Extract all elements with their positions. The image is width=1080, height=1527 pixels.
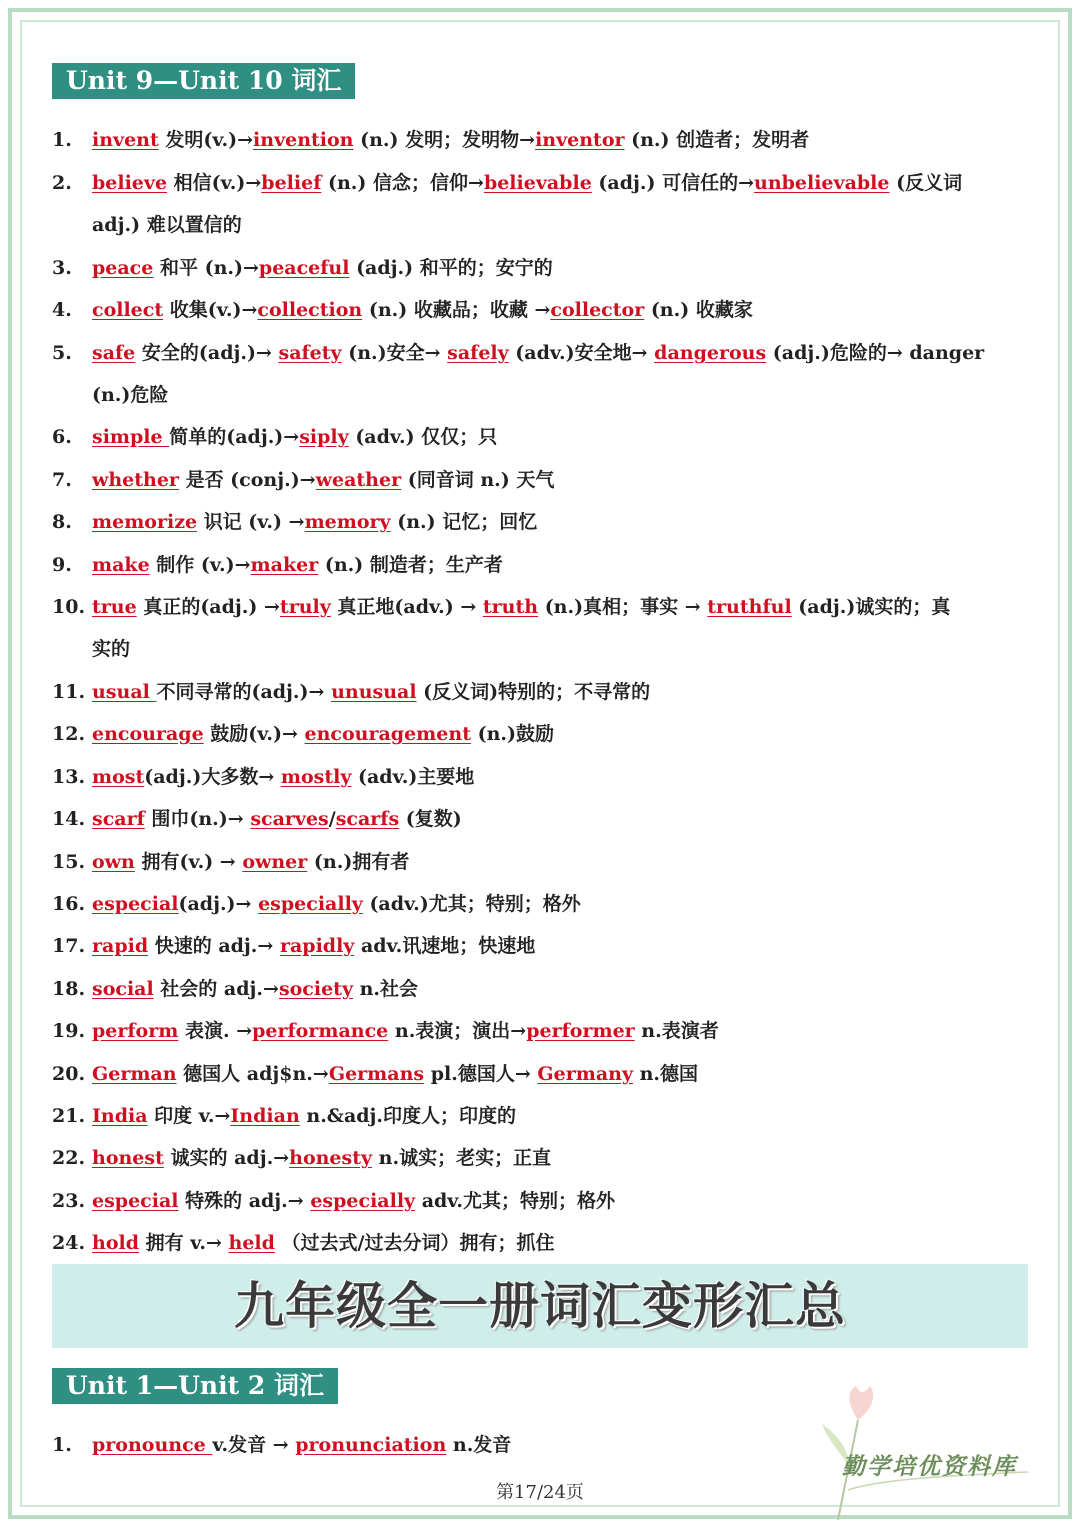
vocab-word: truly: [279, 596, 331, 618]
item-continuation: [92, 211, 242, 239]
item-body: [92, 596, 950, 618]
vocab-item: [52, 890, 1034, 918]
item-body: [92, 1105, 516, 1127]
vocab-gloss: n.社会: [353, 978, 419, 1000]
item-body: [92, 851, 409, 873]
vocab-word: honesty: [289, 1147, 373, 1169]
vocab-gloss: 社会的 adj.→: [153, 978, 279, 1000]
vocab-word: peaceful: [258, 257, 350, 279]
vocab-item: [52, 848, 1034, 876]
item-continuation: [92, 635, 130, 663]
vocab-gloss: (adj.)危险的→ danger: [766, 342, 985, 364]
item-number: 22.: [52, 1147, 86, 1169]
vocab-gloss: (n.)危险: [92, 384, 169, 406]
vocab-gloss: 德国人 adj$n.→: [176, 1063, 329, 1085]
item-body: [92, 172, 962, 194]
item-number: 10.: [52, 596, 86, 618]
vocab-word: unbelievable: [754, 172, 890, 194]
vocab-gloss: (n.) 收藏家: [644, 299, 753, 321]
vocab-gloss: (adv.)安全地→: [508, 342, 655, 364]
item-body: [92, 299, 753, 321]
vocab-gloss: (n.) 记忆；回忆: [390, 511, 538, 533]
vocab-gloss: 拥有 v.→: [139, 1232, 229, 1254]
vocab-word: collect: [92, 299, 164, 321]
vocab-word: scarf: [92, 808, 145, 830]
vocab-item: [52, 1187, 1034, 1215]
item-number: 17.: [52, 935, 86, 957]
vocab-gloss: n.德国: [632, 1063, 699, 1085]
item-number: 1.: [52, 129, 72, 151]
vocab-gloss: /: [328, 808, 336, 830]
vocab-item: [52, 593, 1034, 621]
vocab-gloss: (n.)鼓励: [470, 723, 554, 745]
vocab-word: siply: [299, 426, 349, 448]
section-header-unit9-10: Unit 9—Unit 10 词汇: [52, 63, 355, 99]
vocab-item: [52, 805, 1034, 833]
vocab-word: believe: [92, 172, 168, 194]
title-banner: [52, 1264, 1028, 1348]
vocab-gloss: n.发音: [446, 1434, 512, 1456]
vocab-item: [52, 551, 1034, 579]
vocab-gloss: 是否 (conj.)→: [178, 469, 316, 491]
vocab-gloss: n.&adj.印度人；印度的: [299, 1105, 517, 1127]
vocab-gloss: n.诚实；老实；正直: [372, 1147, 552, 1169]
item-number: 4.: [52, 299, 72, 321]
vocab-word: true: [92, 596, 137, 618]
vocab-item: [52, 678, 1034, 706]
section-header-unit1-2: Unit 1—Unit 2 词汇: [52, 1368, 338, 1404]
item-body: [92, 1020, 719, 1042]
vocab-gloss: n.表演；演出→: [388, 1020, 527, 1042]
vocab-word: especially: [258, 893, 363, 915]
vocab-gloss: (adj.)诚实的；真: [791, 596, 951, 618]
vocab-word: make: [92, 554, 150, 576]
vocab-item: [52, 720, 1034, 748]
vocab-word: rapidly: [279, 935, 355, 957]
vocab-gloss: 识记 (v.) →: [197, 511, 305, 533]
item-number: 5.: [52, 342, 72, 364]
vocab-word: peace: [92, 257, 154, 279]
vocab-word: dangerous: [654, 342, 767, 364]
vocab-item: [52, 126, 1034, 154]
vocab-word: maker: [250, 554, 319, 576]
vocab-word: India: [92, 1105, 148, 1127]
vocab-word: performance: [252, 1020, 389, 1042]
item-body: [92, 681, 650, 703]
vocab-word: safety: [278, 342, 342, 364]
vocab-word: collector: [550, 299, 645, 321]
vocab-word: truthful: [707, 596, 792, 618]
vocab-word: unusual: [331, 681, 417, 703]
vocab-word: scarves: [250, 808, 329, 830]
vocab-item: [52, 339, 1034, 367]
vocab-word: memory: [304, 511, 391, 533]
vocab-word: scarfs: [335, 808, 400, 830]
vocab-word: especial: [92, 1190, 179, 1212]
vocab-word: weather: [315, 469, 402, 491]
vocab-word: pronunciation: [295, 1434, 447, 1456]
banner-title: 九年级全一册词汇变形汇总: [234, 1277, 846, 1335]
vocab-gloss: adj.) 难以置信的: [92, 214, 242, 236]
vocab-item: [52, 932, 1034, 960]
item-body: [92, 129, 809, 151]
vocab-gloss: 鼓励(v.)→: [203, 723, 305, 745]
vocab-word: own: [92, 851, 135, 873]
item-body: [92, 1063, 698, 1085]
vocab-word: safe: [92, 342, 136, 364]
watermark-text: 勤学培优资料库: [842, 1454, 1017, 1480]
vocab-gloss: (n.) 创造者；发明者: [624, 129, 810, 151]
vocab-gloss: n.表演者: [634, 1020, 719, 1042]
item-number: 16.: [52, 893, 86, 915]
vocab-gloss: 相信(v.)→: [167, 172, 262, 194]
vocab-gloss: (adv.)尤其；特别；格外: [362, 893, 581, 915]
vocab-word: honest: [92, 1147, 164, 1169]
vocab-word: social: [92, 978, 154, 1000]
item-body: [92, 469, 554, 491]
vocab-item: [52, 1017, 1034, 1045]
vocab-word: especially: [310, 1190, 416, 1212]
vocab-item: [52, 1229, 1034, 1257]
vocab-word: believable: [483, 172, 592, 194]
vocab-word: invention: [253, 129, 354, 151]
vocab-word: truth: [482, 596, 539, 618]
item-number: 13.: [52, 766, 86, 788]
item-body: [92, 893, 581, 915]
vocab-gloss: (n.)安全→: [341, 342, 448, 364]
item-body: [92, 1434, 511, 1456]
item-number: 18.: [52, 978, 86, 1000]
vocab-gloss: (adj.)→: [178, 893, 259, 915]
item-body: [92, 1147, 551, 1169]
item-body: [92, 808, 462, 830]
item-body: [92, 426, 497, 448]
vocab-gloss: adv.讯速地；快速地: [354, 935, 536, 957]
item-number: 2.: [52, 172, 72, 194]
vocab-gloss: 围巾(n.)→: [144, 808, 251, 830]
item-number: 6.: [52, 426, 72, 448]
vocab-word: especial: [92, 893, 179, 915]
vocab-gloss: 实的: [92, 638, 131, 660]
item-number: 19.: [52, 1020, 86, 1042]
vocab-word: Germany: [537, 1063, 633, 1085]
item-number: 1.: [52, 1434, 72, 1456]
vocab-word: held: [228, 1232, 275, 1254]
item-number: 7.: [52, 469, 72, 491]
vocab-gloss: adv.尤其；特别；格外: [415, 1190, 616, 1212]
vocab-word: encourage: [92, 723, 204, 745]
vocab-gloss: 真正的(adj.) →: [136, 596, 280, 618]
item-number: 20.: [52, 1063, 86, 1085]
vocab-word: encouragement: [304, 723, 471, 745]
item-body: [92, 342, 984, 364]
item-number: 8.: [52, 511, 72, 533]
vocab-word: most: [92, 766, 145, 788]
vocab-item: [52, 169, 1034, 197]
item-number: 3.: [52, 257, 72, 279]
vocab-word: safely: [447, 342, 509, 364]
vocab-item: [52, 1102, 1034, 1130]
vocab-gloss: 印度 v.→: [147, 1105, 231, 1127]
vocab-word: inventor: [535, 129, 625, 151]
vocab-item: [52, 763, 1034, 791]
item-body: [92, 257, 553, 279]
item-number: 12.: [52, 723, 86, 745]
vocab-word: whether: [92, 469, 179, 491]
vocab-word: German: [92, 1063, 177, 1085]
vocab-gloss: （过去式/过去分词）拥有；抓住: [274, 1232, 555, 1254]
vocab-gloss: 拥有(v.) →: [134, 851, 243, 873]
item-number: 24.: [52, 1232, 86, 1254]
vocab-word: pronounce: [92, 1434, 213, 1456]
vocab-item: [52, 254, 1034, 282]
vocab-word: simple: [92, 426, 170, 448]
vocab-word: collection: [257, 299, 363, 321]
vocab-gloss: (adj.)大多数→: [144, 766, 281, 788]
vocab-gloss: 表演. →: [178, 1020, 253, 1042]
item-body: [92, 511, 537, 533]
item-body: [92, 978, 418, 1000]
vocab-gloss: 和平 (n.)→: [153, 257, 259, 279]
item-number: 14.: [52, 808, 86, 830]
vocab-gloss: 真正地(adv.) →: [330, 596, 483, 618]
vocab-gloss: (adj.) 可信任的→: [591, 172, 754, 194]
vocab-gloss: (复数): [399, 808, 462, 830]
page-number: 第17/24页: [496, 1482, 584, 1503]
vocab-word: owner: [242, 851, 308, 873]
vocab-item: [52, 508, 1034, 536]
vocab-word: mostly: [280, 766, 352, 788]
vocab-gloss: 快速的 adj.→: [148, 935, 280, 957]
vocab-gloss: (n.) 信念；信仰→: [321, 172, 484, 194]
vocab-gloss: (n.) 收藏品；收藏 →: [362, 299, 551, 321]
item-number: 15.: [52, 851, 86, 873]
vocab-word: memorize: [92, 511, 198, 533]
vocab-gloss: (n.) 制造者；生产者: [318, 554, 503, 576]
vocab-item: [52, 423, 1034, 451]
vocab-gloss: (反义词)特别的；不寻常的: [416, 681, 651, 703]
vocab-word: hold: [92, 1232, 139, 1254]
vocab-gloss: (adv.) 仅仅；只: [348, 426, 498, 448]
vocab-gloss: (同音词 n.) 天气: [401, 469, 555, 491]
item-body: [92, 766, 474, 788]
vocab-gloss: (n.)拥有者: [307, 851, 410, 873]
vocab-item: [52, 1060, 1034, 1088]
vocab-gloss: 安全的(adj.)→: [135, 342, 279, 364]
vocab-gloss: 制作 (v.)→: [149, 554, 251, 576]
item-number: 21.: [52, 1105, 86, 1127]
item-body: [92, 935, 535, 957]
vocab-item: [52, 1144, 1034, 1172]
item-number: 23.: [52, 1190, 86, 1212]
vocab-gloss: 简单的(adj.)→: [169, 426, 300, 448]
vocab-word: performer: [526, 1020, 635, 1042]
vocab-gloss: (n.) 发明；发明物→: [353, 129, 536, 151]
vocab-word: society: [278, 978, 353, 1000]
item-body: [92, 723, 554, 745]
item-number: 11.: [52, 681, 86, 703]
vocab-gloss: (adj.) 和平的；安宁的: [349, 257, 553, 279]
vocab-gloss: 不同寻常的(adj.)→: [156, 681, 332, 703]
vocab-word: usual: [92, 681, 157, 703]
vocab-gloss: v.发音 →: [212, 1434, 296, 1456]
vocab-item: [52, 975, 1034, 1003]
vocab-gloss: (adv.)主要地: [351, 766, 475, 788]
item-continuation: [92, 381, 168, 409]
vocab-gloss: 发明(v.)→: [158, 129, 254, 151]
item-number: 9.: [52, 554, 72, 576]
item-body: [92, 554, 503, 576]
vocab-gloss: 收集(v.)→: [163, 299, 258, 321]
vocab-gloss: pl.德国人→: [424, 1063, 538, 1085]
vocab-gloss: (n.)真相；事实 →: [538, 596, 708, 618]
vocab-gloss: 特殊的 adj.→: [178, 1190, 311, 1212]
vocab-item: [52, 466, 1034, 494]
item-body: [92, 1190, 615, 1212]
vocab-item: [52, 296, 1034, 324]
vocab-word: Germans: [328, 1063, 425, 1085]
vocab-word: invent: [92, 129, 159, 151]
vocab-gloss: 诚实的 adj.→: [163, 1147, 290, 1169]
vocab-word: belief: [261, 172, 322, 194]
vocab-word: Indian: [230, 1105, 300, 1127]
vocab-gloss: (反义词: [889, 172, 963, 194]
vocab-word: rapid: [92, 935, 149, 957]
item-body: [92, 1232, 554, 1254]
vocab-word: perform: [92, 1020, 179, 1042]
